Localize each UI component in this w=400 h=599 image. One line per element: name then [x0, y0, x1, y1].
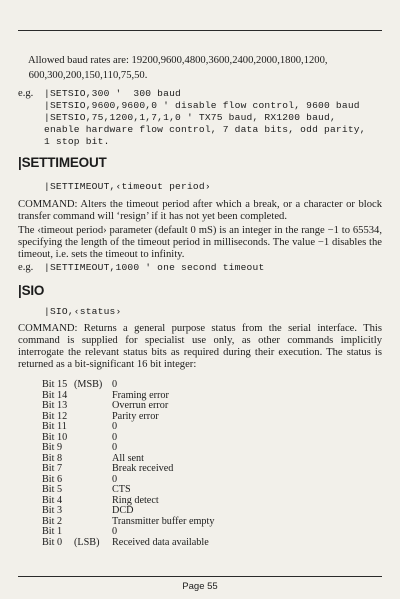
bit-note [74, 527, 112, 538]
bit-note [74, 506, 112, 517]
bit-note: (LSB) [74, 536, 100, 548]
bit-note [74, 443, 112, 454]
status-bit-row [42, 380, 214, 391]
bit-number: Bit 14 [42, 389, 68, 401]
sio-heading: |SIO [18, 283, 45, 298]
settimeout-parameter-para: The ‹timeout period› parameter (default 0 mS) is an integer in the range −1 to 65534, specifying the length of the timeout period in milliseconds. The value −1 disables the timeout, i.e. sets the timeout to infinity. [18, 225, 382, 260]
setsio-example-1: |SETSIO,300 ' 300 baud [44, 88, 182, 99]
bit-number: Bit 7 [42, 463, 63, 474]
bit-meaning: 0 [112, 442, 118, 453]
settimeout-heading: |SETTIMEOUT [18, 155, 107, 170]
bit-note [74, 485, 112, 496]
setsio-example-3: |SETSIO,75,1200,1,7,1,0 ' TX75 baud, RX1200 baud, [44, 112, 336, 123]
bit-number: Bit 8 [42, 452, 63, 464]
bit-meaning: Break received [112, 463, 174, 474]
bit-meaning: Overrun error [112, 400, 169, 411]
bit-number: Bit 5 [42, 484, 63, 495]
bit-number: Bit 0 [42, 536, 63, 548]
bit-number: Bit 1 [42, 526, 63, 537]
bit-meaning: Parity error [112, 410, 159, 422]
settimeout-command-para: COMMAND: Alters the timeout period after which a break, or a character or block transfer command will ‘resign’ if it has not yet been completed. [18, 199, 382, 222]
bit-note [74, 517, 112, 528]
bit-meaning: CTS [112, 484, 131, 495]
status-bit-row [42, 422, 214, 433]
bottom-rule [18, 576, 382, 577]
status-bit-row [42, 485, 214, 496]
intro-text-2: 600,300,200,150,110,75,50. [28, 70, 148, 81]
status-bit-row [42, 401, 214, 412]
status-bit-row [42, 443, 214, 454]
bit-meaning: Transmitter buffer empty [112, 515, 215, 527]
bit-meaning: 0 [112, 421, 118, 432]
bit-note [74, 464, 112, 475]
sio-syntax: |SIO,‹status› [44, 306, 122, 317]
bit-note [74, 391, 112, 402]
bit-meaning: 0 [112, 473, 118, 485]
page-number: Page 55 [182, 581, 218, 592]
bit-meaning: Received data available [112, 536, 209, 548]
bit-number: Bit 13 [42, 400, 68, 411]
bit-meaning: DCD [112, 505, 134, 516]
bit-note [74, 422, 112, 433]
bit-note: (MSB) [74, 379, 103, 390]
settimeout-example: |SETTIMEOUT,1000 ' one second timeout [44, 262, 265, 273]
status-bit-table [42, 380, 214, 548]
bit-note [74, 401, 112, 412]
bit-note [74, 496, 112, 507]
setsio-example-4: enable hardware flow control, 7 data bits, odd parity, [44, 124, 366, 135]
bit-meaning: Ring detect [112, 494, 159, 506]
settimeout-eg-label: e.g. [18, 262, 34, 273]
bit-note [74, 412, 112, 423]
bit-number: Bit 2 [42, 515, 63, 527]
bit-meaning: 0 [112, 431, 118, 443]
status-bit-row [42, 506, 214, 517]
status-bit-row [42, 433, 214, 444]
status-bit-row [42, 464, 214, 475]
bit-note [74, 433, 112, 444]
sio-command-para: COMMAND: Returns a general purpose status from the serial interface. This command is supplied for specialist use only, as other commands implicitly interrogate the relevant status bits as required during their execution. The status is returned as a bit-significant 16 bit integer: [18, 323, 382, 370]
bit-number: Bit 3 [42, 505, 63, 516]
intro-text-1: Allowed baud rates are: 19200,9600,4800,3600,2400,2000,1800,1200, [28, 55, 328, 66]
setsio-example-2: |SETSIO,9600,9600,0 ' disable flow control, 9600 baud [44, 100, 360, 111]
status-bit-row [42, 517, 214, 528]
status-bit-row [42, 538, 214, 549]
status-bit-row [42, 527, 214, 538]
bit-meaning: All sent [112, 452, 144, 464]
bit-number: Bit 15 [42, 379, 68, 390]
top-rule [18, 30, 382, 31]
bit-number: Bit 11 [42, 421, 67, 432]
bit-note [74, 475, 112, 486]
bit-note [74, 454, 112, 465]
setsio-example-5: 1 stop bit. [44, 136, 110, 147]
bit-meaning: 0 [112, 526, 118, 537]
bit-number: Bit 12 [42, 410, 68, 422]
status-bit-row [42, 412, 214, 423]
bit-number: Bit 4 [42, 494, 63, 506]
bit-number: Bit 9 [42, 442, 63, 453]
bit-meaning: 0 [112, 379, 118, 390]
settimeout-syntax: |SETTIMEOUT,‹timeout period› [44, 181, 211, 192]
bit-meaning: Framing error [112, 389, 169, 401]
bit-number: Bit 6 [42, 473, 63, 485]
status-bit-rows [42, 380, 214, 548]
bit-number: Bit 10 [42, 431, 68, 443]
eg-label: e.g. [18, 88, 34, 99]
